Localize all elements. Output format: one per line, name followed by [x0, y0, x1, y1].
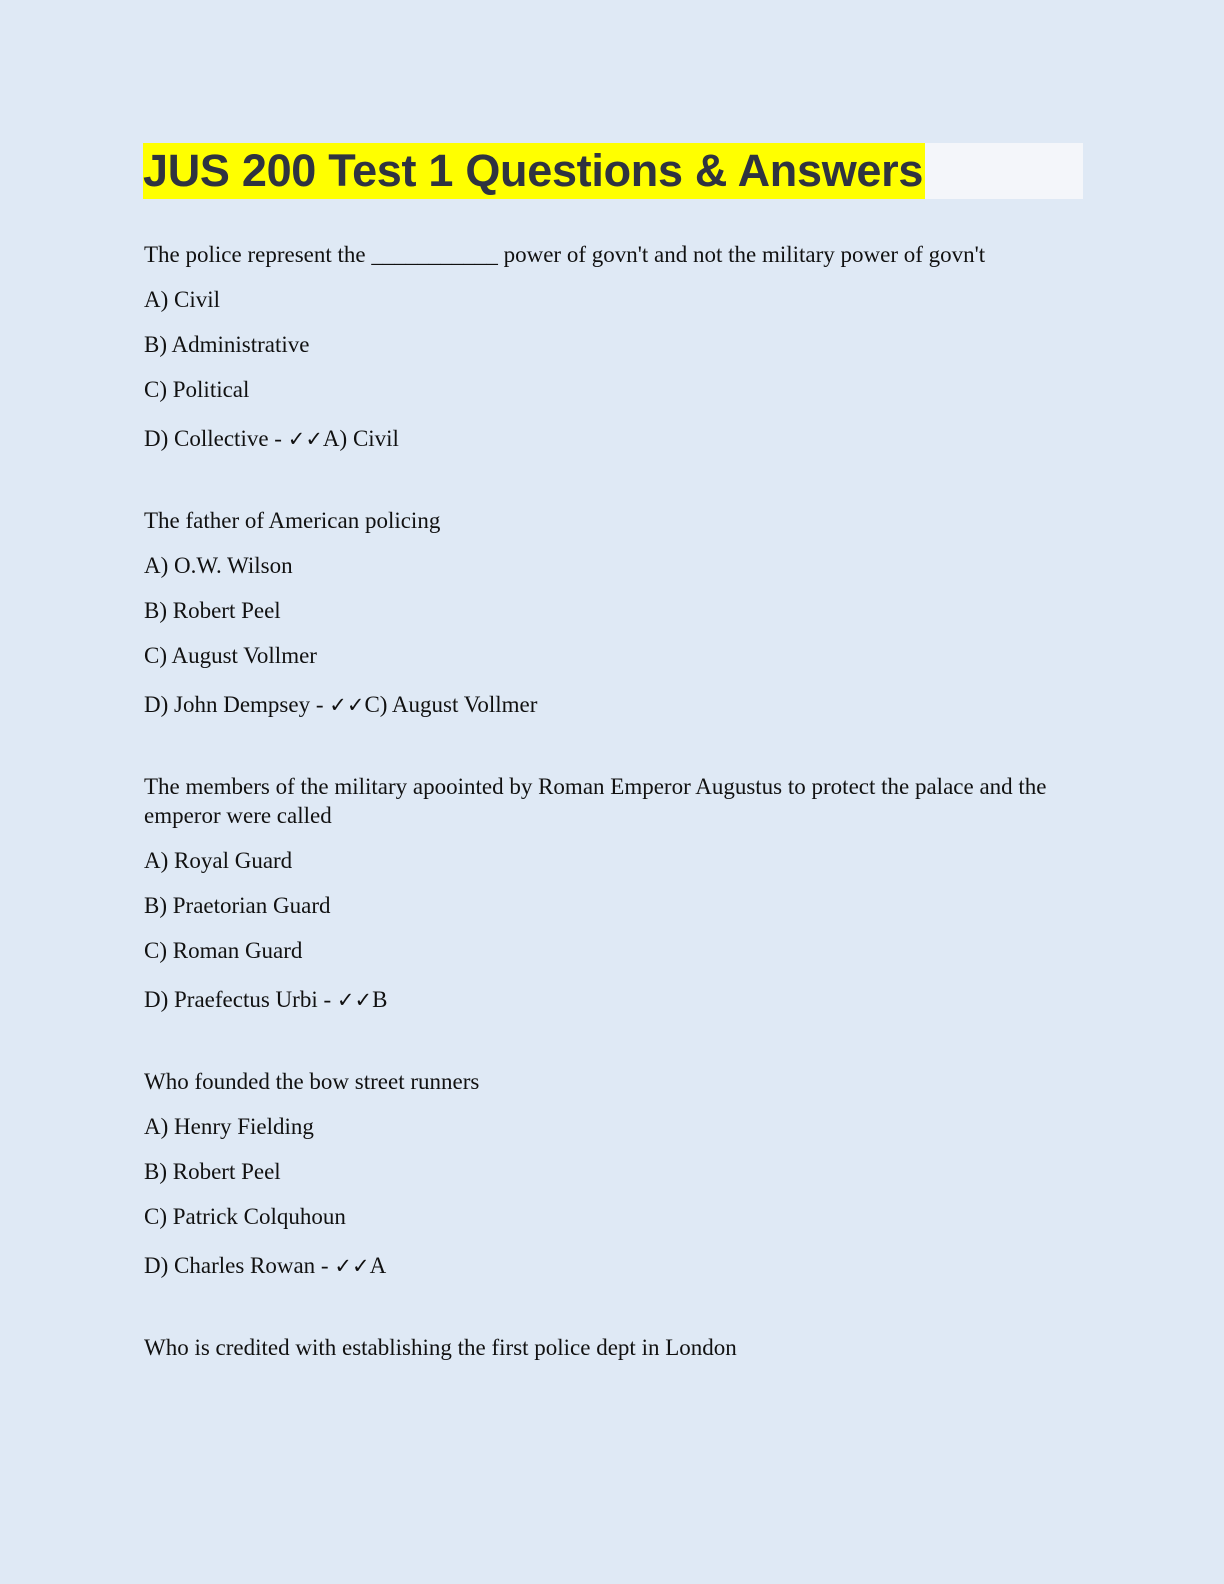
option-a: A) Royal Guard [144, 848, 293, 873]
option-b: B) Robert Peel [144, 598, 281, 623]
question-text: The police represent the ___________ power of govn't and not the military power of govn't [144, 242, 986, 267]
question-text: The father of American policing [144, 508, 441, 533]
option-b: B) Praetorian Guard [144, 893, 331, 918]
question-4 [144, 1067, 1084, 1281]
option-c: C) Roman Guard [144, 938, 303, 963]
question-text: Who founded the bow street runners [144, 1069, 480, 1094]
option-d: D) Collective - [144, 426, 282, 451]
double-check-icon: ✓✓ [329, 693, 365, 717]
option-b: B) Administrative [144, 332, 310, 357]
option-a: A) Henry Fielding [144, 1114, 314, 1139]
title-banner [143, 143, 1083, 199]
answer: B [372, 987, 388, 1012]
question-1 [144, 240, 1084, 454]
page-title: JUS 200 Test 1 Questions & Answers [143, 143, 925, 199]
option-d: D) Charles Rowan - [144, 1253, 329, 1278]
option-d-with-answer [144, 690, 1084, 720]
question-text: The members of the military apoointed by Roman Emperor Augustus to protect the palace and the emperor were called [144, 774, 1047, 828]
double-check-icon: ✓✓ [334, 1254, 370, 1278]
option-d: D) John Dempsey - [144, 692, 324, 717]
question-list [144, 240, 1084, 1414]
answer: A [369, 1253, 387, 1278]
option-d-with-answer [144, 424, 1084, 454]
answer: C) August Vollmer [364, 692, 538, 717]
option-d: D) Praefectus Urbi - [144, 987, 332, 1012]
question-5 [144, 1333, 1084, 1362]
question-3 [144, 772, 1084, 1015]
question-text: Who is credited with establishing the first police dept in London [144, 1335, 737, 1360]
option-a: A) O.W. Wilson [144, 553, 293, 578]
option-c: C) August Vollmer [144, 643, 317, 668]
answer: A) Civil [322, 426, 399, 451]
option-d-with-answer [144, 1251, 1084, 1281]
option-d-with-answer [144, 985, 1084, 1015]
option-b: B) Robert Peel [144, 1159, 281, 1184]
double-check-icon: ✓✓ [287, 427, 323, 451]
option-c: C) Political [144, 377, 250, 402]
question-2 [144, 506, 1084, 720]
option-c: C) Patrick Colquhoun [144, 1204, 346, 1229]
option-a: A) Civil [144, 287, 221, 312]
double-check-icon: ✓✓ [336, 988, 373, 1012]
